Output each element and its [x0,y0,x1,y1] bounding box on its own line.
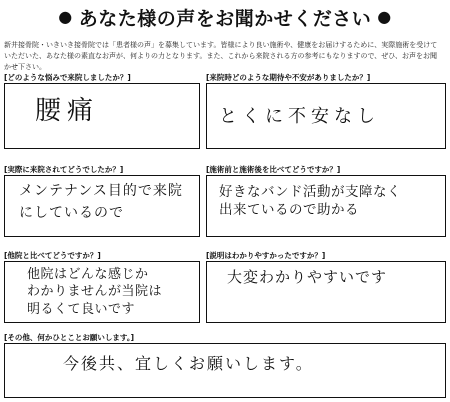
bullet-icon: ● [377,7,392,26]
title-text: あなた様の声をお聞かせください [78,7,372,30]
section-label-compare: [他院と比べてどうですか？] [4,251,101,260]
bullet-icon: ● [58,7,73,26]
answer-box-compare [4,261,200,323]
section-label-worry: [どのような悩みで来院しましたか？] [4,73,131,82]
answer-comment: 今後共、宜しくお願いします。 [63,354,314,373]
answer-box-expectation [206,83,446,149]
section-label-visit: [実際に来院されてどうでしたか？] [4,165,124,174]
section-label-explanation: [説明はわかりやすかったですか？] [206,251,326,260]
answer-before-after: 好きなバンド活動が支障なく 出来ているので助かる [219,184,401,219]
answer-box-before-after [206,175,446,237]
answer-box-explanation [206,261,446,323]
page-title [0,3,450,31]
section-label-before-after: [施術前と施術後を比べてどうですか？] [206,165,341,174]
answer-explanation: 大変わかりやすいです [227,268,388,286]
section-label-comment: [その他、何かひとことお願いします。] [4,333,135,342]
answer-expectation: とくに不安なし [219,106,380,127]
answer-compare: 他院はどんな感じか わかりませんが当院は 明るくて良いです [27,267,163,317]
answer-worry: 腰痛 [35,96,100,126]
section-label-expectation: [来院時どのような期待や不安がありましたか？] [206,73,371,82]
answer-box-worry [4,83,200,149]
intro-text: 新井接骨院・いきいき接骨院では「患者様の声」を募集しています。皆様により良い施術や、健康をお届けするために、実際施術を受けていただいた、あなた様の素直なお声が、何よりの力となります。また、これから来院される方の参考にもなりますので、ぜひ、お声をお聞かせ下さい。 [4,41,438,71]
answer-visit: メンテナンス目的で来院 にしているので [19,183,183,221]
answer-box-visit [4,175,200,237]
answer-box-comment [4,343,446,398]
